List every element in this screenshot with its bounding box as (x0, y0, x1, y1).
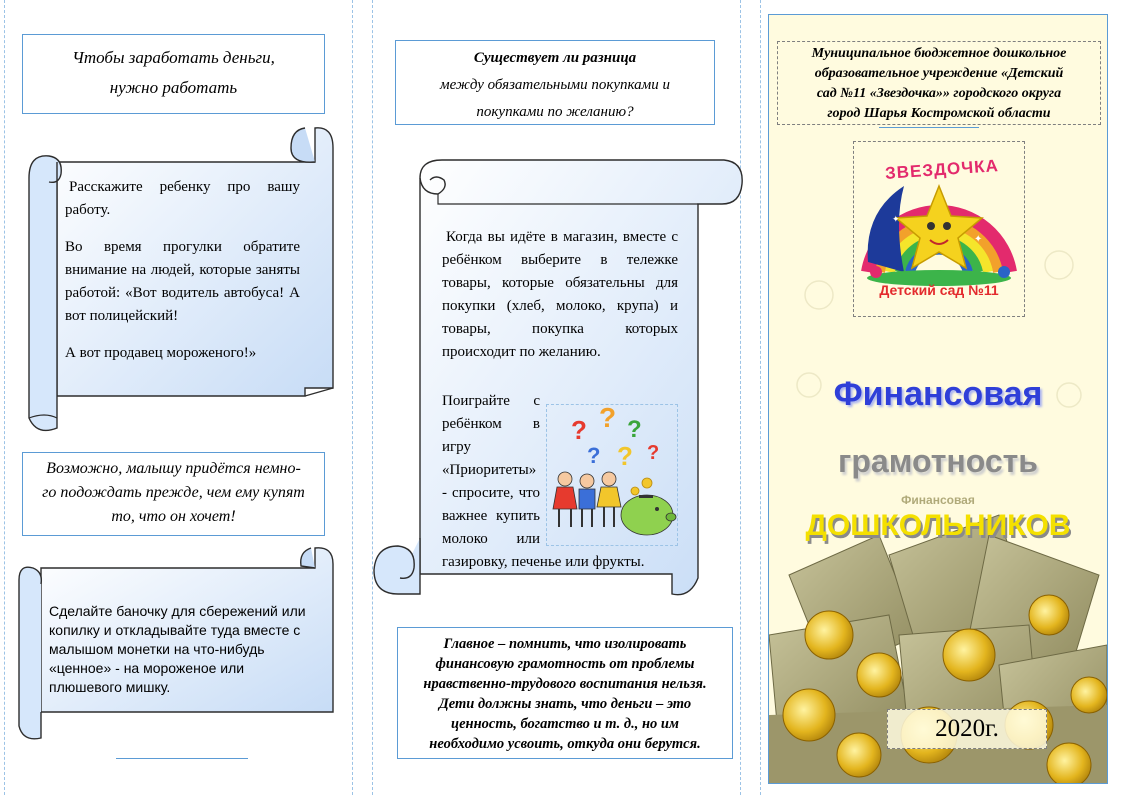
panel1-mid-note (22, 452, 325, 536)
title-financial: Финансовая (833, 375, 1043, 413)
svg-text:✦: ✦ (892, 214, 900, 224)
panel2-top-question (395, 40, 715, 125)
panel2-bottom-line6: необходимо усвоить, откуда они берутся. (429, 736, 701, 752)
org-line2: образовательное учреждение «Детский (814, 66, 1064, 81)
panel2-bottom-line1: Главное – помнить, что изолировать (443, 636, 687, 652)
panel1-scroll1-paragraph1: Расскажите ребенку про вашу работу. (65, 179, 300, 218)
piggy-illustration (546, 404, 678, 546)
panel3-cover (768, 14, 1108, 784)
org-line4: город Шарья Костромской области (827, 106, 1051, 121)
panel2-bottom-line5: ценность, богатство и т. д., но им (451, 716, 679, 732)
panel1-mid-note-line3: то, что он хочет! (111, 508, 236, 525)
panel2-scroll-paragraph2: Поиграйте с ребёнком в игру «Приоритеты» - спросите, что важнее купить молоко или газировку, печенье или фрукты. (442, 393, 645, 570)
panel2-scroll (372, 158, 744, 600)
svg-text:?: ? (617, 441, 633, 471)
panel2-bottom-line3: нравственно-трудового воспитания нельзя. (423, 676, 707, 692)
panel1-bottom-line (116, 758, 248, 759)
svg-text:?: ? (627, 416, 642, 443)
panel2-bottom-line4: Дети должны знать, что деньги – это (438, 696, 692, 712)
panel2-scroll-paragraph1: Когда вы идёте в магазин, вместе с ребёнком выберите в тележке товары, которые обязательны для покупки (хлеб, молоко, крупа) и товары, покупка которых происходит по желанию. (442, 229, 678, 360)
organization-box (777, 41, 1101, 125)
org-line3: сад №11 «Звездочка»» городского округа (816, 86, 1062, 101)
svg-text:?: ? (571, 415, 587, 445)
panel2-question-line1: Существует ли разница (473, 50, 637, 66)
panel1-scroll-1 (15, 118, 335, 438)
org-line1: Муниципальное бюджетное дошкольное (811, 46, 1067, 61)
panel1-mid-note-line2: го подождать прежде, чем ему купят (42, 484, 305, 501)
year-label: 2020г. (935, 715, 999, 742)
panel1-scroll1-paragraph3: А вот продавец мороженого!» (65, 345, 257, 361)
svg-text:?: ? (587, 443, 601, 468)
panel1-top-note (22, 34, 325, 114)
panel1-scroll-2 (15, 544, 335, 744)
panel2-bottom-line2: финансовую грамотность от проблемы (435, 656, 695, 672)
panel1-mid-note-line1: Возможно, малышу придётся немно- (46, 460, 301, 477)
svg-text:✦: ✦ (974, 234, 983, 245)
kindergarten-logo (853, 141, 1025, 317)
column-guide-5 (760, 0, 761, 795)
panel2-bottom-note (397, 627, 733, 759)
column-guide-2 (352, 0, 353, 795)
panel1-top-note-line2: нужно работать (109, 78, 238, 97)
svg-text:?: ? (647, 442, 660, 464)
title-preschoolers: ДОШКОЛЬНИКОВ (805, 509, 1071, 542)
column-guide-1 (4, 0, 5, 795)
title-literacy: грамотность (838, 443, 1038, 479)
panel1-scroll1-paragraph2: Во время прогулки обратите внимание на людей, которые заняты работой: «Вот водитель автобуса! А вот полицейский! (65, 239, 300, 324)
svg-text:?: ? (599, 405, 617, 433)
logo-caption: Детский сад №11 (879, 282, 999, 298)
panel1-top-note-line1: Чтобы заработать деньги, (72, 48, 275, 67)
panel1-scroll2-text: Сделайте баночку для сбережений или копилку и откладывайте туда вместе с малышом монетки на что-нибудь «ценное» - на мороженое или плюшевого мишку. (49, 603, 306, 695)
kids-question-marks-icon (547, 405, 677, 545)
year-box (887, 709, 1047, 749)
org-underline (879, 127, 979, 128)
title-small: Финансовая (901, 493, 975, 507)
logo-title: ЗВЕЗДОЧКА (884, 156, 1000, 183)
panel2-question-line3: покупками по желанию? (476, 104, 634, 120)
panel2-question-line2: между обязательными покупками и (440, 77, 670, 93)
